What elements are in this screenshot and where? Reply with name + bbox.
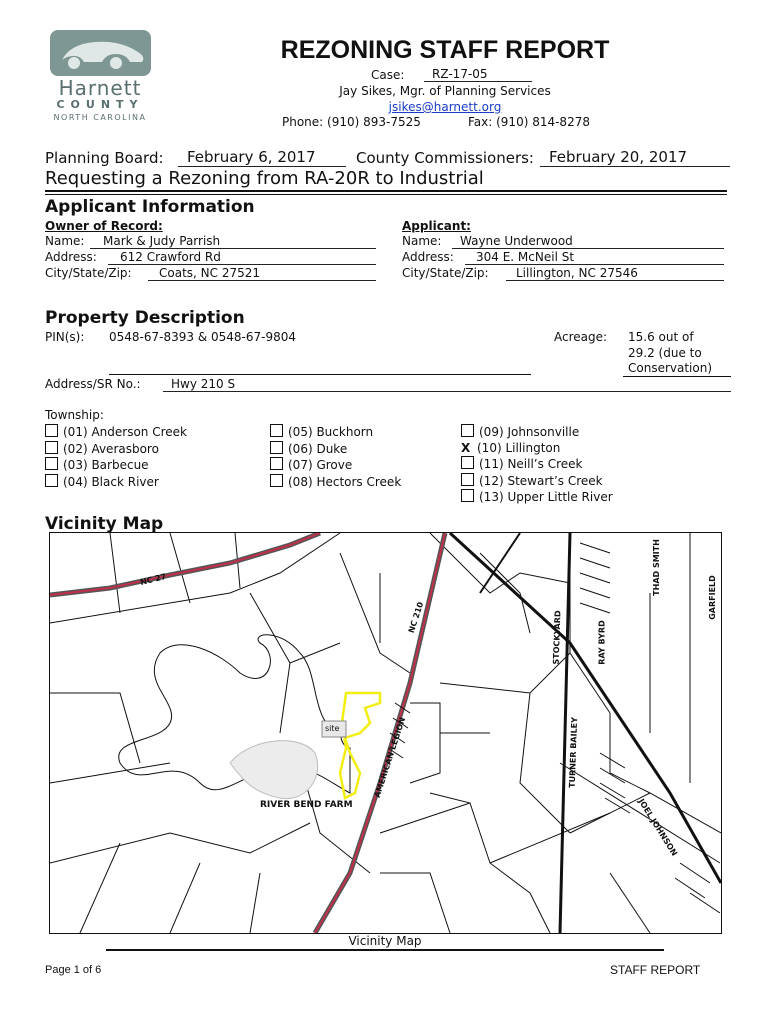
vicinity-heading: Vicinity Map bbox=[45, 514, 164, 534]
township-option[interactable]: (07) Grove bbox=[270, 457, 401, 474]
property-heading: Property Description bbox=[45, 308, 245, 328]
map-label-turner-bailey: TURNER BAILEY bbox=[567, 716, 580, 789]
request-title: Requesting a Rezoning from RA-20R to Industrial bbox=[45, 168, 484, 189]
footer-report: STAFF REPORT bbox=[610, 963, 701, 977]
township-option[interactable]: (12) Stewart’s Creek bbox=[461, 473, 613, 490]
checkbox[interactable] bbox=[270, 441, 283, 454]
report-title: REZONING STAFF REPORT bbox=[280, 36, 610, 64]
email-link[interactable]: jsikes@harnett.org bbox=[388, 100, 502, 114]
checkbox[interactable] bbox=[270, 424, 283, 437]
township-option[interactable]: (13) Upper Little River bbox=[461, 489, 613, 506]
map-label-nc27: NC 27 bbox=[139, 571, 168, 588]
county-logo bbox=[50, 30, 151, 76]
township-option[interactable]: (02) Averasboro bbox=[45, 441, 187, 458]
township-option[interactable]: (04) Black River bbox=[45, 474, 187, 491]
case-label: Case: bbox=[371, 68, 405, 82]
checkbox[interactable] bbox=[461, 424, 474, 437]
owner-heading: Owner of Record: bbox=[45, 219, 163, 233]
vicinity-map bbox=[49, 532, 722, 934]
owner-address-label: Address: bbox=[45, 250, 97, 264]
pin-value: 0548-67-8393 & 0548-67-9804 bbox=[109, 330, 297, 344]
map-label-garfield: GARFIELD bbox=[707, 575, 717, 620]
owner-csz: Coats, NC 27521 bbox=[148, 266, 376, 281]
map-label-site: site bbox=[325, 724, 340, 733]
acreage-value: 15.6 out of 29.2 (due to Conservation) bbox=[628, 330, 713, 375]
logo-county: COUNTY bbox=[56, 98, 144, 111]
car-logo-icon bbox=[50, 30, 151, 76]
map-drawing bbox=[50, 533, 721, 933]
commissioners-label: County Commissioners: bbox=[356, 149, 534, 167]
township-option[interactable]: (05) Buckhorn bbox=[270, 424, 401, 441]
township-column-3 bbox=[461, 424, 613, 506]
logo-state: NORTH CAROLINA bbox=[53, 113, 147, 122]
check-x-icon[interactable]: X bbox=[461, 440, 471, 455]
applicant-heading: Applicant: bbox=[402, 219, 471, 233]
township-option[interactable]: (08) Hectors Creek bbox=[270, 474, 401, 491]
applicant-info-heading: Applicant Information bbox=[45, 197, 255, 217]
logo-name: Harnett bbox=[58, 76, 142, 100]
divider bbox=[45, 190, 727, 192]
checkbox[interactable] bbox=[45, 457, 58, 470]
acreage-label: Acreage: bbox=[554, 330, 608, 344]
owner-name-label: Name: bbox=[45, 234, 85, 248]
owner-name: Mark & Judy Parrish bbox=[90, 234, 376, 249]
checkbox[interactable] bbox=[270, 457, 283, 470]
commissioners-date: February 20, 2017 bbox=[540, 148, 730, 167]
applicant-address-label: Address: bbox=[402, 250, 454, 264]
applicant-name-label: Name: bbox=[402, 234, 442, 248]
township-option-selected[interactable]: X (10) Lillington bbox=[461, 440, 561, 455]
map-label-stockyard: STOCKYARD bbox=[551, 610, 563, 665]
divider bbox=[45, 194, 727, 195]
checkbox[interactable] bbox=[461, 473, 474, 486]
checkbox[interactable] bbox=[45, 474, 58, 487]
phone: Phone: (910) 893-7525 bbox=[282, 115, 421, 129]
pin-label: PIN(s): bbox=[45, 330, 85, 344]
township-option[interactable]: (06) Duke bbox=[270, 441, 401, 458]
owner-csz-label: City/State/Zip: bbox=[45, 266, 132, 280]
applicant-csz: Lillington, NC 27546 bbox=[506, 266, 724, 281]
address-sr-value: Hwy 210 S bbox=[163, 377, 731, 392]
map-label-american-legion: AMERICAN LEGION bbox=[372, 716, 408, 799]
township-option[interactable]: (11) Neill’s Creek bbox=[461, 456, 613, 473]
township-column-1 bbox=[45, 424, 187, 490]
map-label-thad-smith: THAD SMITH bbox=[651, 539, 661, 596]
checkbox[interactable] bbox=[461, 456, 474, 469]
township-option[interactable]: (03) Barbecue bbox=[45, 457, 187, 474]
fax: Fax: (910) 814-8278 bbox=[468, 115, 590, 129]
planning-board-date: February 6, 2017 bbox=[178, 148, 346, 167]
township-label: Township: bbox=[45, 408, 104, 422]
pin-underline bbox=[109, 374, 531, 375]
applicant-csz-label: City/State/Zip: bbox=[402, 266, 489, 280]
map-label-river-bend: RIVER BEND FARM bbox=[260, 800, 353, 810]
map-label-nc210: NC 210 bbox=[406, 600, 426, 635]
checkbox[interactable] bbox=[45, 424, 58, 437]
page-number: Page 1 of 6 bbox=[45, 964, 102, 976]
case-number: RZ-17-05 bbox=[424, 67, 532, 82]
staff-contact: Jay Sikes, Mgr. of Planning Services bbox=[339, 84, 551, 98]
planning-board-label: Planning Board: bbox=[45, 149, 164, 167]
owner-address: 612 Crawford Rd bbox=[108, 250, 376, 265]
caption-rule bbox=[106, 949, 664, 951]
address-sr-label: Address/SR No.: bbox=[45, 377, 141, 391]
applicant-name: Wayne Underwood bbox=[452, 234, 724, 249]
applicant-address: 304 E. McNeil St bbox=[465, 250, 724, 265]
checkbox[interactable] bbox=[270, 474, 283, 487]
township-option[interactable]: (01) Anderson Creek bbox=[45, 424, 187, 441]
township-column-2 bbox=[270, 424, 401, 490]
township-option[interactable]: (09) Johnsonville bbox=[461, 424, 613, 441]
checkbox[interactable] bbox=[461, 489, 474, 502]
map-label-joel-johnson: JOEL JOHNSON bbox=[636, 797, 679, 858]
map-caption: Vicinity Map bbox=[348, 934, 422, 948]
map-label-ray-byrd: RAY BYRD bbox=[597, 620, 607, 665]
checkbox[interactable] bbox=[45, 441, 58, 454]
